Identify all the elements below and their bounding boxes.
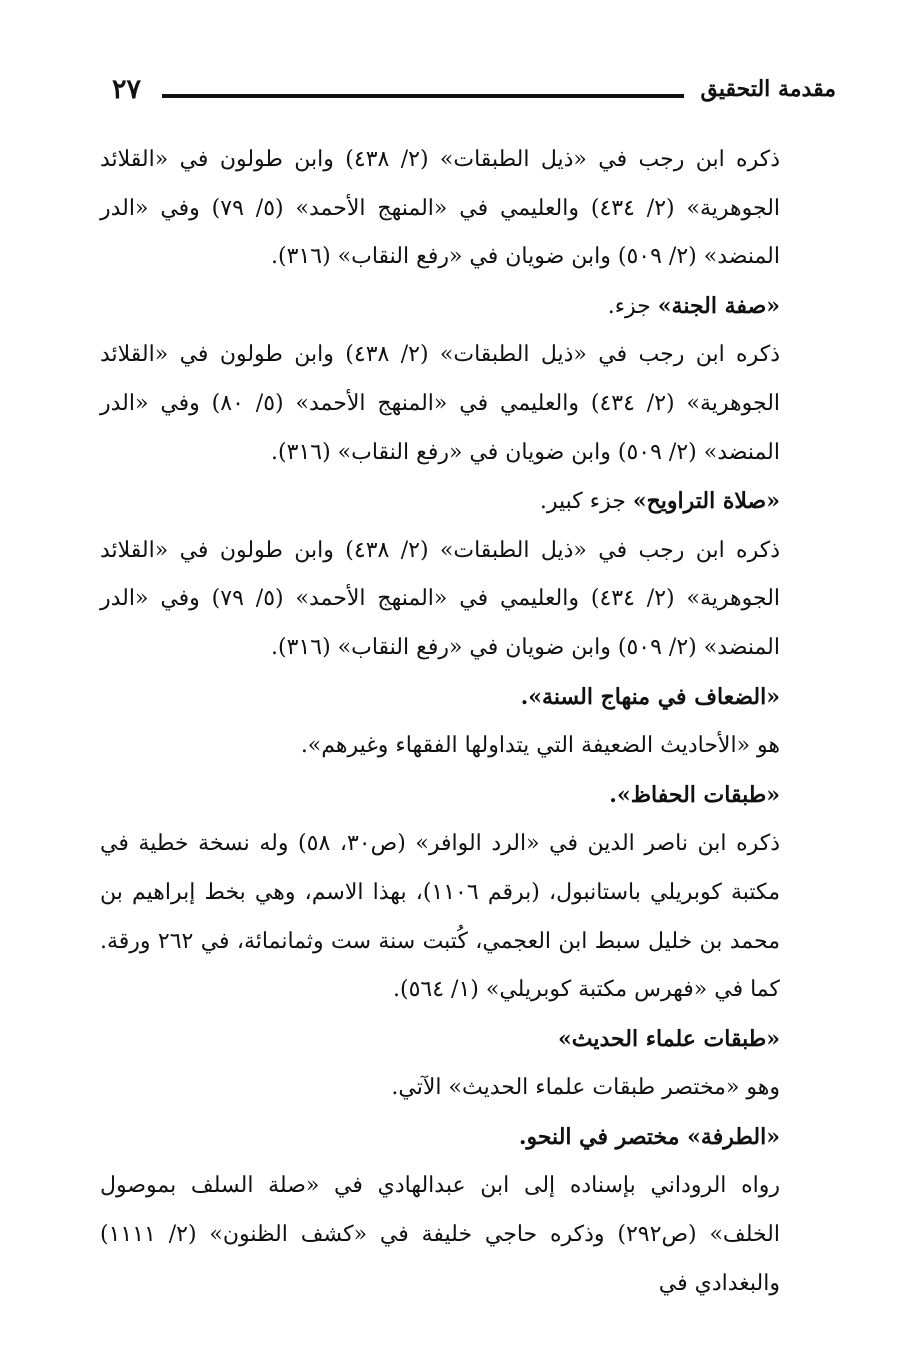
book-title: «الطرفة» مختصر في النحو.: [518, 1123, 780, 1150]
page-header: [100, 74, 836, 114]
body-paragraph: ذكره ابن رجب في «ذيل الطبقات» (٢/ ٤٣٨) وابن طولون في «القلائد الجوهرية» (٢/ ٤٣٤) والعليمي في «المنهج الأحمد» (٥/ ٧٩) وفي «الدر المنضد» (٢/ ٥٠٩) وابن ضويان في «رفع النقاب» (٣١٦).: [100, 147, 781, 270]
body-paragraph: ذكره ابن رجب في «ذيل الطبقات» (٢/ ٤٣٨) وابن طولون في «القلائد الجوهرية» (٢/ ٤٣٤) والعليمي في «المنهج الأحمد» (٥/ ٨٠) وفي «الدر المنضد» (٢/ ٥٠٩) وابن ضويان في «رفع النقاب» (٣١٦).: [100, 342, 781, 465]
body-paragraph: رواه الروداني بإسناده إلى ابن عبدالهادي في «صلة السلف بموصول الخلف» (ص٢٩٢) وذكره حاجي خليفة في «كشف الظنون» (٢/ ١١١١) والبغدادي في: [100, 1173, 781, 1296]
page-body: [100, 136, 836, 1308]
body-paragraph: هو «الأحاديث الضعيفة التي يتداولها الفقهاء وغيرهم».: [300, 733, 780, 759]
book-title-note: جزء كبير.: [539, 489, 633, 515]
book-title: «صلاة التراويح»: [632, 488, 780, 515]
body-paragraph: ذكره ابن ناصر الدين في «الرد الوافر» (ص٣٠، ٥٨) وله نسخة خطية في مكتبة كوبريلي باستانبول، (برقم ١١٠٦)، بهذا الاسم، وهي بخط إبراهيم بن محمد بن خليل سبط ابن العجمي، كُتبت سنة ست وثمانمائة، في ٢٦٢ ورقة. كما في «فهرس مكتبة كوبريلي» (١/ ٥٦٤).: [100, 831, 781, 1003]
book-title: «طبقات الحفاظ».: [609, 781, 780, 808]
book-title: «الضعاف في منهاج السنة».: [520, 683, 780, 710]
page-number: ٢٧: [112, 74, 142, 105]
book-title-entry: [100, 673, 836, 723]
book-title-entry: [100, 771, 836, 821]
book-title-entry: [100, 1015, 836, 1065]
book-title: «طبقات علماء الحديث»: [558, 1025, 780, 1052]
book-title-entry: [100, 477, 836, 527]
book-title-entry: [100, 282, 836, 332]
header-rule: [162, 94, 684, 98]
body-paragraph: وهو «مختصر طبقات علماء الحديث» الآتي.: [391, 1075, 780, 1101]
body-paragraph: ذكره ابن رجب في «ذيل الطبقات» (٢/ ٤٣٨) وابن طولون في «القلائد الجوهرية» (٢/ ٤٣٤) والعليمي في «المنهج الأحمد» (٥/ ٧٩) وفي «الدر المنضد» (٢/ ٥٠٩) وابن ضويان في «رفع النقاب» (٣١٦).: [100, 537, 781, 660]
book-title: «صفة الجنة»: [657, 292, 780, 319]
book-title-entry: [100, 1113, 836, 1163]
running-title: مقدمة التحقيق: [700, 76, 836, 102]
book-title-note: جزء.: [607, 293, 658, 319]
